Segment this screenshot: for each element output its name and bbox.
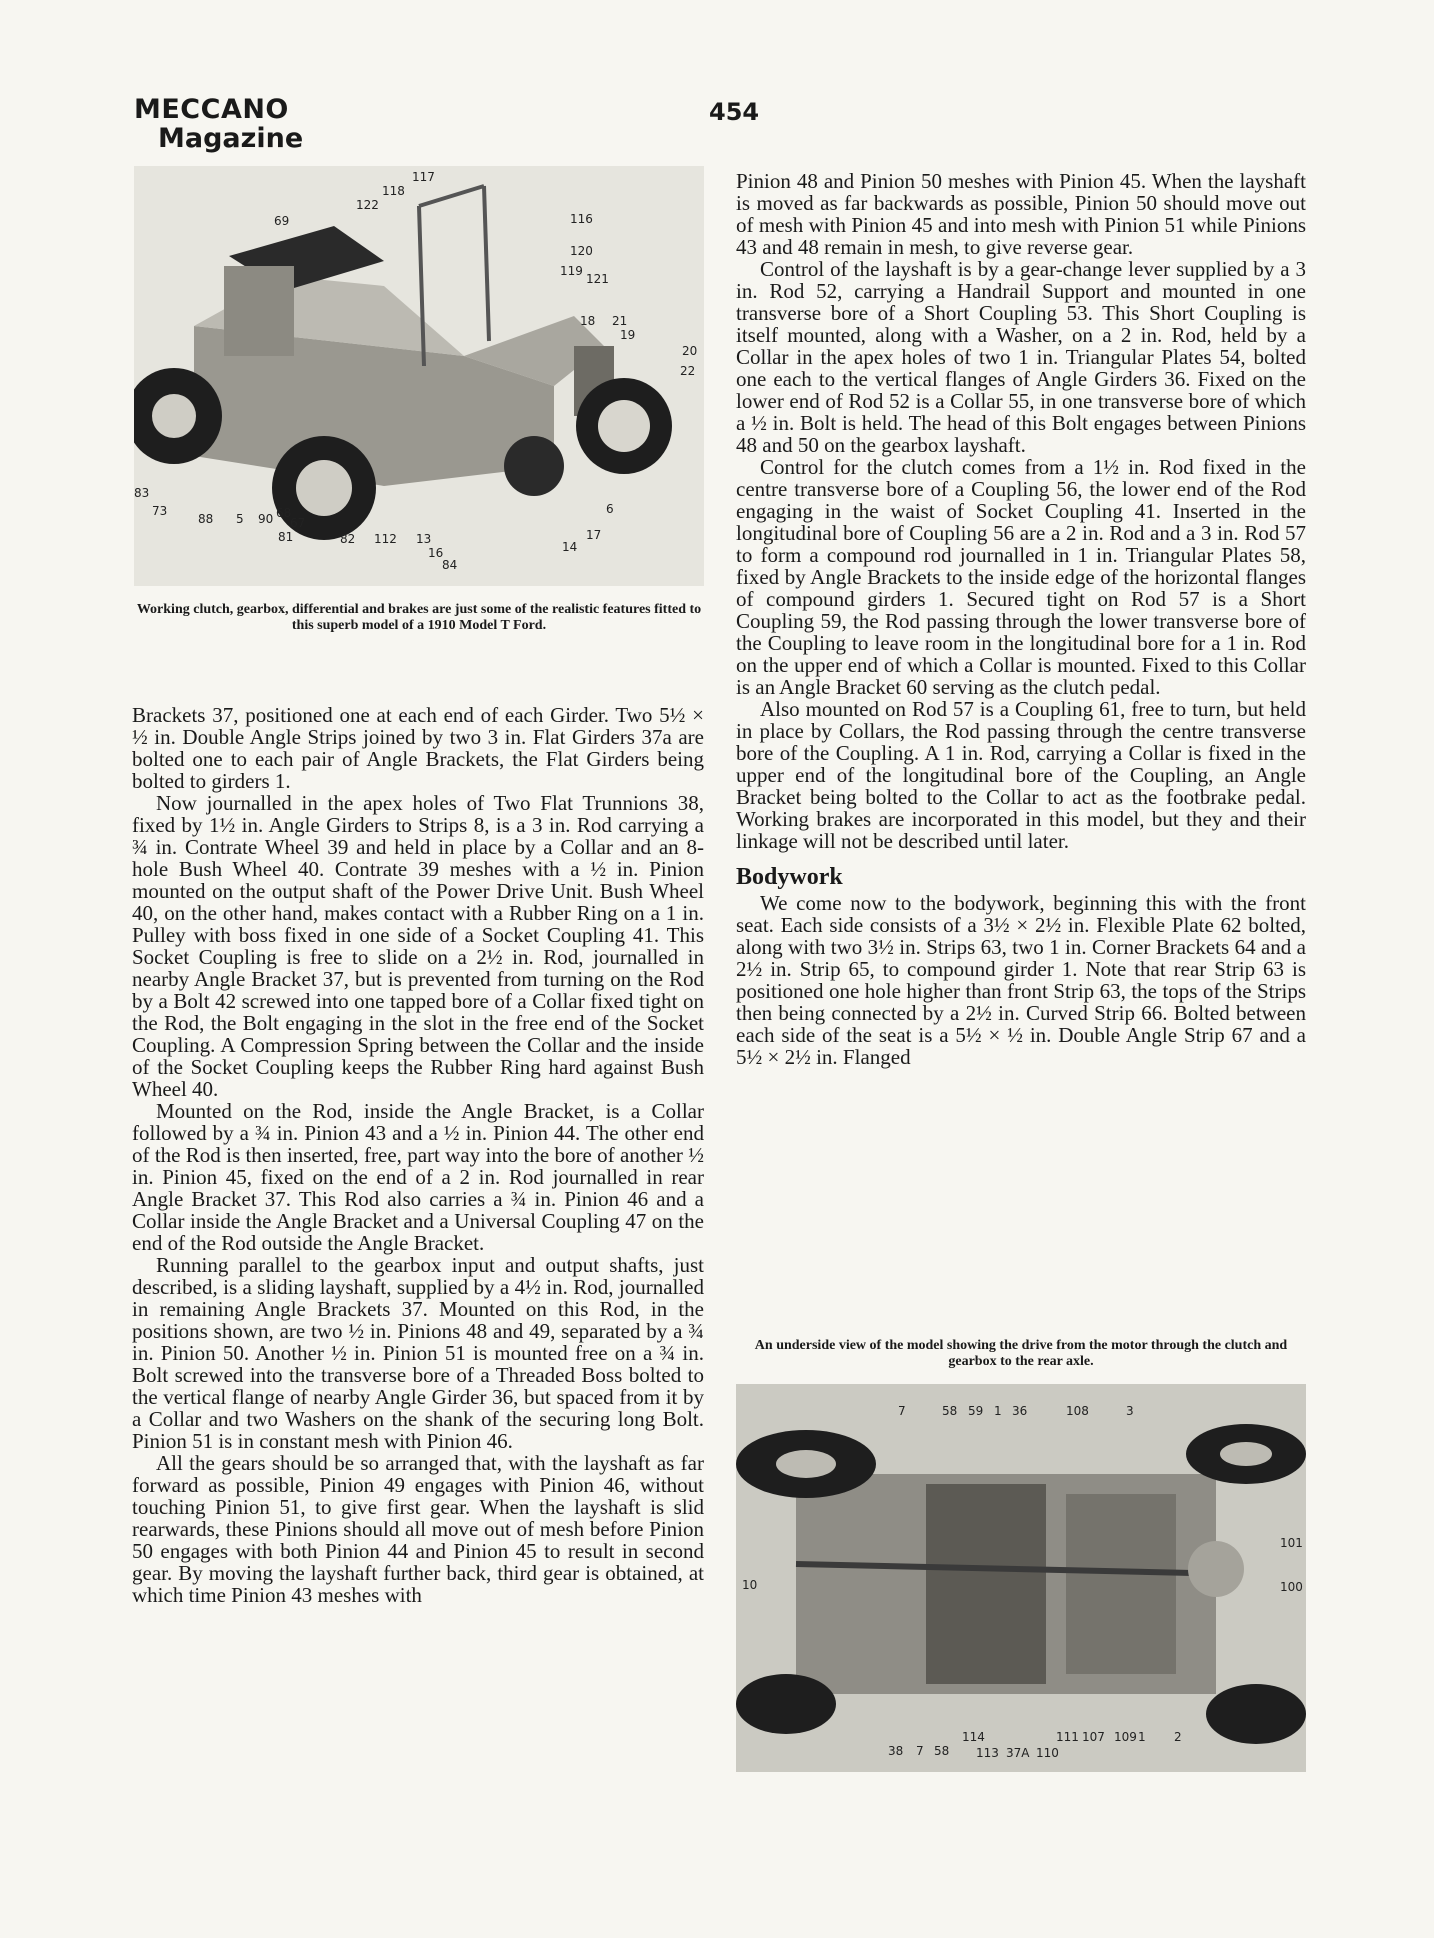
figure1-label: 14 [562,540,578,554]
masthead [134,96,303,152]
figure1-label: 13 [416,532,432,546]
figure2-label: 109 [1114,1730,1137,1744]
figure1-label: 112 [374,532,397,546]
figure1-label: 6 [606,502,614,516]
figure2-label: 3 [1126,1404,1134,1418]
figure1-label: 17 [586,528,602,542]
figure1-label: 19 [620,328,636,342]
figure1-label: 88 [198,512,214,526]
figure1-label: 121 [586,272,609,286]
figure-model-t-ford-photo [134,166,704,586]
underside-illustration [736,1384,1306,1772]
paragraph: All the gears should be so arranged that, with the layshaft as far forward as possible, Pinion 49 engages with Pinion 46, without touching Pinion 51, to give first gear. When the layshaft is slid rearwards, these Pinions should all move out of mesh before Pinion 50 engages with both Pinion 44 and Pinion 45 to result in second gear. By moving the layshaft further back, third gear is obtained, at which time Pinion 43 meshes with [132,1451,704,1607]
paragraph: We come now to the bodywork, beginning this with the front seat. Each side consists of a 3½ × 2½ in. Flexible Plate 62 bolted, along with two 3½ in. Strips 63, two 1 in. Corner Brackets 64 and a 2½ in. Strip 65, to compound girder 1. Note that rear Strip 63 is positioned one hole higher than front Strip 63, the tops of the Strips then being connected by a 2½ in. Curved Strip 66. Bolted between each side of the seat is a 5½ × ½ in. Double Angle Strip 67 and a 5½ × 2½ in. Flanged [736,891,1306,1069]
figure1-label: 82 [340,532,356,546]
figure1-label: 119 [560,264,583,278]
paragraph: Control for the clutch comes from a 1½ in. Rod fixed in the centre transverse bore of a Coupling 56, the lower end of the Rod engaging in the waist of Socket Coupling 41. Inserted in the longitudinal bore of Coupling 56 are a 2 in. Rod and a 3 in. Rod 57 to form a compound rod journalled in 1 in. Triangular Plates 58, fixed by Angle Brackets to the inside edge of the horizontal flanges of compound girders 1. Secured tight on Rod 57 is a Short Coupling 59, the Rod passing through the lower transverse bore of the Coupling to leave room in the longitudinal bore for a 1 in. Rod on the upper end of which a Collar is mounted. Fixed to this Collar is an Angle Bracket 60 serving as the clutch pedal. [736,455,1306,699]
left-column [132,704,704,1606]
figure2-label: 100 [1280,1580,1303,1594]
figure2-label: 111 [1056,1730,1079,1744]
figure1-caption: Working clutch, gearbox, differential and brakes are just some of the realistic features fitted to this superb model of a 1910 Model T Ford. [136,602,702,633]
figure2-label: 58 [934,1744,950,1758]
figure2-label: 7 [898,1404,906,1418]
figure2-label: 110 [1036,1746,1059,1760]
figure2-label: 1 [1138,1730,1146,1744]
page-number: 454 [709,98,760,126]
figure2-label: 36 [1012,1404,1028,1418]
figure1-label: 16 [428,546,444,560]
figure2-label: 37A [1006,1746,1030,1760]
figure2-label: 113 [976,1746,999,1760]
figure2-label: 10 [742,1578,758,1592]
paragraph: Pinion 48 and Pinion 50 meshes with Pinion 45. When the layshaft is moved as far backwards as possible, Pinion 50 should move out of mesh with Pinion 45 and into mesh with Pinion 51 while Pinions 43 and 48 remain in mesh, to give reverse gear. [736,169,1306,259]
figure1-label: 20 [682,344,698,358]
masthead-subtitle: Magazine [158,123,304,154]
figure1-label: 22 [680,364,696,378]
figure2-label: 1 [994,1404,1002,1418]
figure2-label: 107 [1082,1730,1105,1744]
paragraph: Also mounted on Rod 57 is a Coupling 61, free to turn, but held in place by Collars, the Rod passing through the centre transverse bore of the Coupling. A 1 in. Rod, carrying a Collar is fixed in the upper end of the longitudinal bore of the Coupling, an Angle Bracket being bolted to the Collar to act as the footbrake pedal. Working brakes are incorporated in this model, but they and their linkage will not be described until later. [736,697,1306,853]
paragraph: Running parallel to the gearbox input and output shafts, just described, is a sliding layshaft, supplied by a 4½ in. Rod, journalled in remaining Angle Brackets 37. Mounted on this Rod, in the positions shown, are two ½ in. Pinions 48 and 49, separated by a ¾ in. Pinion 50. Another ½ in. Pinion 51 is mounted free on a ¾ in. Bolt screwed into the transverse bore of a Threaded Boss bolted to the vertical flange of nearby Angle Girder 36, but spaced from it by a Collar and two Washers on the shank of the securing long Bolt. Pinion 51 is in constant mesh with Pinion 46. [132,1253,704,1453]
figure2-label: 59 [968,1404,984,1418]
masthead-title: MECCANO [134,94,289,125]
figure1-label: 69 [274,214,290,228]
section-heading-bodywork: Bodywork [736,864,843,890]
figure1-label: 68 [276,506,292,520]
figure1-label: 21 [612,314,628,328]
figure2-label: 7 [916,1744,924,1758]
right-column [736,170,1306,1068]
figure1-label: 90 [258,512,274,526]
figure1-label: 81 [278,530,294,544]
figure2-label: 114 [962,1730,985,1744]
paragraph: Mounted on the Rod, inside the Angle Bracket, is a Collar followed by a ¾ in. Pinion 43 and a ½ in. Pinion 44. The other end of the Rod is then inserted, free, part way into the bore of another ½ in. Pinion 45, fixed on the end of a 2 in. Rod journalled in rear Angle Bracket 37. This Rod also carries a ¾ in. Pinion 46 and a Collar inside the Angle Bracket and a Universal Coupling 47 on the end of the Rod outside the Angle Bracket. [132,1099,704,1255]
figure1-label: 73 [152,504,168,518]
figure1-label: 118 [382,184,405,198]
figure1-label: 5 [236,512,244,526]
figure1-label: 18 [580,314,596,328]
figure2-label: 108 [1066,1404,1089,1418]
paragraph: Now journalled in the apex holes of Two Flat Trunnions 38, fixed by 1½ in. Angle Girders to Strips 8, is a 3 in. Rod carrying a ¾ in. Contrate Wheel 39 and held in place by a Collar and an 8-hole Bush Wheel 40. Contrate 39 meshes with a ½ in. Pinion mounted on the output shaft of the Power Drive Unit. Bush Wheel 40, on the other hand, makes contact with a Rubber Ring on a 1 in. Pulley with boss fixed in one side of a Socket Coupling 41. This Socket Coupling is free to slide on a 2½ in. Rod, journalled in nearby Angle Bracket 37, but is prevented from turning on the Rod by a Bolt 42 screwed into one tapped bore of a Collar fixed tight on the Rod, the Bolt engaging in the slot in the free end of the Socket Coupling. A Compression Spring between the Collar and the inside of the Socket Coupling keeps the Rubber Ring hard against Bush Wheel 40. [132,791,704,1101]
figure1-label: 67 [290,516,306,530]
figure2-label: 38 [888,1744,904,1758]
figure2-label: 2 [1174,1730,1182,1744]
model-car-illustration [134,166,704,586]
paragraph: Control of the layshaft is by a gear-change lever supplied by a 3 in. Rod 52, carrying a Handrail Support and mounted in one transverse bore of a Short Coupling 53. This Short Coupling is itself mounted, along with a Washer, on a 2 in. Rod, held by a Collar in the apex holes of two 1 in. Triangular Plates 54, bolted one each to the vertical flanges of Angle Girders 36. Fixed on the lower end of Rod 52 is a Collar 55, in one transverse bore of which a ½ in. Bolt is held. The head of this Bolt engages between Pinions 48 and 50 on the gearbox layshaft. [736,257,1306,457]
figure2-caption: An underside view of the model showing the drive from the motor through the clutch and gearbox to the rear axle. [754,1338,1288,1369]
figure1-label: 117 [412,170,435,184]
figure1-label: 83 [134,486,150,500]
figure1-label: 120 [570,244,593,258]
paragraph: Brackets 37, positioned one at each end of each Girder. Two 5½ × ½ in. Double Angle Strips joined by two 3 in. Flat Girders 37a are bolted one to each pair of Angle Brackets, the Flat Girders being bolted to girders 1. [132,703,704,793]
figure1-label: 84 [442,558,458,572]
figure-underside-photo [736,1384,1306,1772]
figure2-label: 58 [942,1404,958,1418]
figure2-label: 101 [1280,1536,1303,1550]
figure1-label: 122 [356,198,379,212]
figure1-label: 116 [570,212,593,226]
